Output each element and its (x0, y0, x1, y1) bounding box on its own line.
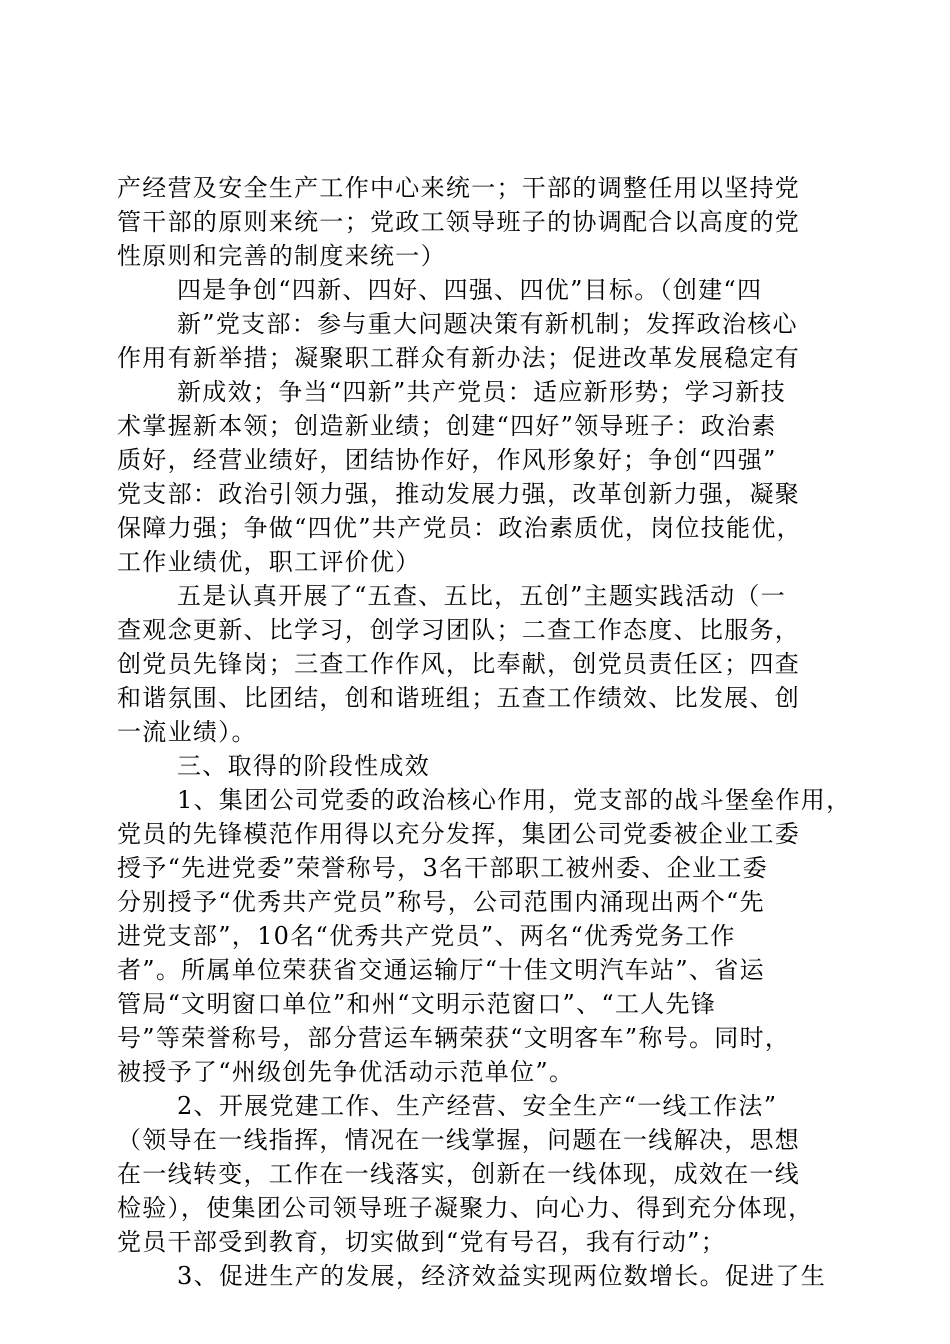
text-line: 检验），使集团公司领导班子凝聚力、向心力、得到充分体现， (117, 1194, 814, 1222)
text-line: 术掌握新本领；创造新业绩；创建“四好”领导班子：政治素 (117, 412, 777, 440)
section-heading: 三、取得的阶段性成效 (177, 752, 430, 780)
text-line: 1、集团公司党委的政治核心作用，党支部的战斗堡垒作用， (177, 786, 852, 814)
text-line: 和谐氛围、比团结，创和谐班组；五查工作绩效、比发展、创 (117, 684, 801, 712)
text-line: 五是认真开展了“五查、五比，五创”主题实践活动（一 (177, 582, 787, 610)
text-line: 党员干部受到教育，切实做到“党有号召，我有行动”； (117, 1228, 727, 1256)
text-line: 3、促进生产的发展，经济效益实现两位数增长。促进了生 (177, 1262, 827, 1290)
text-line: 作用有新举措；凝聚职工群众有新办法；促进改革发展稳定有 (117, 344, 801, 372)
text-line: 者”。所属单位荣获省交通运输厅“十佳文明汽车站”、省运 (117, 956, 765, 984)
text-line: 四是争创“四新、四好、四强、四优”目标。（创建“四 (177, 276, 763, 304)
text-line: 党支部：政治引领力强，推动发展力强，改革创新力强，凝聚 (117, 480, 801, 508)
text-line: 进党支部”，10名“优秀共产党员”、两名“优秀党务工作 (117, 922, 736, 950)
text-line: 创党员先锋岗；三查工作作风，比奉献，创党员责任区；四查 (117, 650, 801, 678)
text-line: 授予“先进党委”荣誉称号，3名干部职工被州委、企业工委 (117, 854, 768, 882)
text-line: 一流业绩）。 (117, 718, 257, 746)
text-line: 被授予了“州级创先争优活动示范单位”。 (117, 1058, 575, 1086)
text-line: 查观念更新、比学习，创学习团队；二查工作态度、比服务， (117, 616, 801, 644)
text-line: 新成效；争当“四新”共产党员：适应新形势；学习新技 (177, 378, 787, 406)
text-line: 2、开展党建工作、生产经营、安全生产“一线工作法” (177, 1092, 778, 1120)
text-line: 新”党支部：参与重大问题决策有新机制；发挥政治核心 (177, 310, 798, 338)
text-line: 管局“文明窗口单位”和州“文明示范窗口”、“工人先锋 (117, 990, 717, 1018)
text-line: 党员的先锋模范作用得以充分发挥，集团公司党委被企业工委 (117, 820, 801, 848)
text-line: 号”等荣誉称号，部分营运车辆荣获“文明客车”称号。同时， (117, 1024, 791, 1052)
text-line: 保障力强；争做“四优”共产党员：政治素质优，岗位技能优， (117, 514, 802, 542)
text-line: 性原则和完善的制度来统一） (117, 242, 446, 270)
text-line: 管干部的原则来统一；党政工领导班子的协调配合以高度的党 (117, 208, 801, 236)
text-line: 质好，经营业绩好，团结协作好，作风形象好；争创“四强” (117, 446, 777, 474)
text-line: 分别授予“优秀共产党员”称号，公司范围内涌现出两个“先 (117, 888, 765, 916)
text-line: 在一线转变，工作在一线落实，创新在一线体现，成效在一线 (117, 1160, 801, 1188)
text-line: （领导在一线指挥，情况在一线掌握，问题在一线解决，思想 (117, 1126, 801, 1154)
text-line: 产经营及安全生产工作中心来统一；干部的调整任用以坚持党 (117, 174, 801, 202)
text-line: 工作业绩优，职工评价优） (117, 548, 421, 576)
